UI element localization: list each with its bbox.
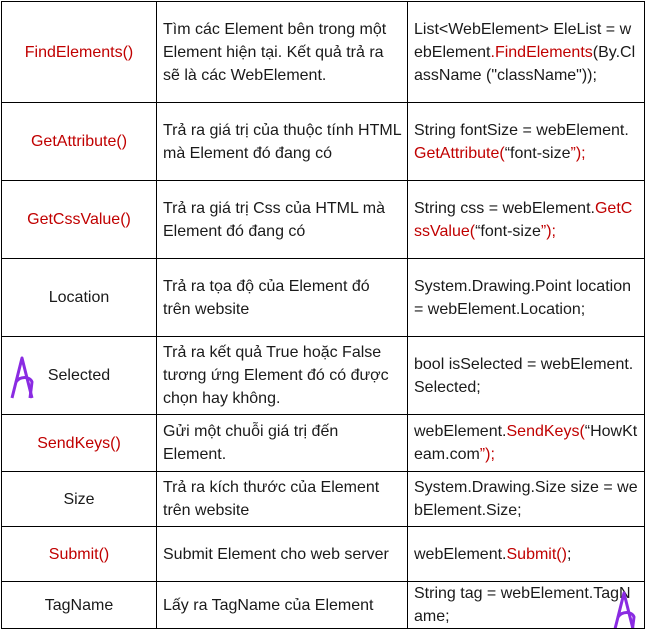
method-description: Submit Element cho web server — [163, 545, 389, 563]
code-example-cell — [408, 415, 645, 472]
code-example-cell — [408, 582, 645, 629]
method-name: Size — [63, 490, 95, 508]
methods-table — [1, 1, 645, 629]
method-name: SendKeys() — [37, 434, 121, 452]
method-description: Trả ra kích thước của Element trên website — [163, 479, 380, 519]
code-segment: (By.ClassName ("className")); — [414, 43, 636, 84]
code-segment: “HowKteam.com — [414, 423, 638, 463]
method-name-cell — [2, 527, 157, 582]
method-description-cell — [157, 337, 408, 415]
table-row — [2, 415, 645, 472]
table-row — [2, 259, 645, 337]
code-segment: GetCssValue( — [414, 199, 633, 240]
method-description: Lấy ra TagName của Element — [163, 596, 374, 614]
method-name-cell — [2, 337, 157, 415]
code-segment: ”); — [540, 222, 556, 240]
code-segment: “font-size — [504, 144, 571, 162]
code-segment: List<WebElement> EleList = webElement — [414, 20, 632, 61]
method-description-cell — [157, 103, 408, 181]
table-row — [2, 337, 645, 415]
code-segment: System.Drawing.Size size = webElement.Size; — [414, 479, 638, 519]
code-segment: SendKeys( — [506, 423, 585, 440]
method-description: Tìm các Element bên trong một Element hiện tại. Kết quả trả ra sẽ là các WebElement. — [163, 20, 387, 84]
code-segment: “font-size — [475, 222, 541, 240]
code-example-cell — [408, 472, 645, 527]
method-name-cell — [2, 582, 157, 629]
table-row — [2, 181, 645, 259]
table-row — [2, 472, 645, 527]
method-name-cell — [2, 415, 157, 472]
method-description-cell — [157, 259, 408, 337]
method-name: GetAttribute() — [30, 133, 128, 150]
table-row — [2, 582, 645, 629]
method-name-cell — [2, 259, 157, 337]
code-example-cell — [408, 527, 645, 582]
method-description-cell — [157, 582, 408, 629]
method-description: Gửi một chuỗi giá trị đến Element. — [163, 423, 339, 463]
code-segment: webElement. — [414, 423, 507, 440]
method-description: Trả ra tọa độ của Element đó trên website — [163, 277, 370, 318]
methods-table-body — [2, 2, 645, 629]
method-name-cell — [2, 181, 157, 259]
table-row — [2, 103, 645, 181]
method-description-cell — [157, 181, 408, 259]
code-example-cell — [408, 337, 645, 415]
method-description: Trả ra kết quả True hoặc False tương ứng Element đó có được chọn hay không. — [163, 344, 389, 407]
code-segment: Submit() — [506, 545, 567, 563]
method-name-cell — [2, 472, 157, 527]
code-segment: bool isSelected = webElement.Selected; — [414, 355, 634, 396]
method-name: FindElements() — [24, 43, 134, 61]
code-segment: GetAttribute( — [414, 144, 505, 162]
method-description-cell — [157, 472, 408, 527]
code-segment: ; — [566, 545, 572, 563]
code-example-cell — [408, 181, 645, 259]
code-example-cell — [408, 103, 645, 181]
code-segment: .FindElements — [490, 43, 593, 61]
code-segment: String tag = webElement.TagName; — [414, 585, 631, 625]
code-segment: ”); — [479, 446, 495, 463]
code-example-cell — [408, 259, 645, 337]
method-description-cell — [157, 527, 408, 582]
method-description-cell — [157, 2, 408, 103]
code-segment: ”); — [570, 144, 586, 162]
method-name-cell — [2, 103, 157, 181]
method-description-cell — [157, 415, 408, 472]
howkteam-logo-icon — [610, 587, 638, 629]
method-name: TagName — [44, 596, 114, 614]
code-segment: String css = webElement. — [414, 199, 595, 217]
method-description: Trả ra giá trị Css của HTML mà Element đó đang có — [163, 199, 385, 240]
method-name: Submit() — [48, 545, 110, 563]
table-row — [2, 527, 645, 582]
method-name: GetCssValue() — [27, 211, 131, 228]
code-segment: System.Drawing.Point location = webElement.Location; — [414, 277, 631, 318]
code-segment: webElement. — [414, 545, 507, 563]
method-description: Trả ra giá trị của thuộc tính HTML mà Element đó đang có — [163, 121, 402, 162]
method-name: Selected — [47, 367, 111, 384]
code-segment: String fontSize = webElement. — [414, 121, 629, 139]
table-row — [2, 2, 645, 103]
howkteam-logo-icon — [8, 352, 36, 400]
method-name-cell — [2, 2, 157, 103]
method-name: Location — [48, 289, 110, 306]
code-example-cell — [408, 2, 645, 103]
